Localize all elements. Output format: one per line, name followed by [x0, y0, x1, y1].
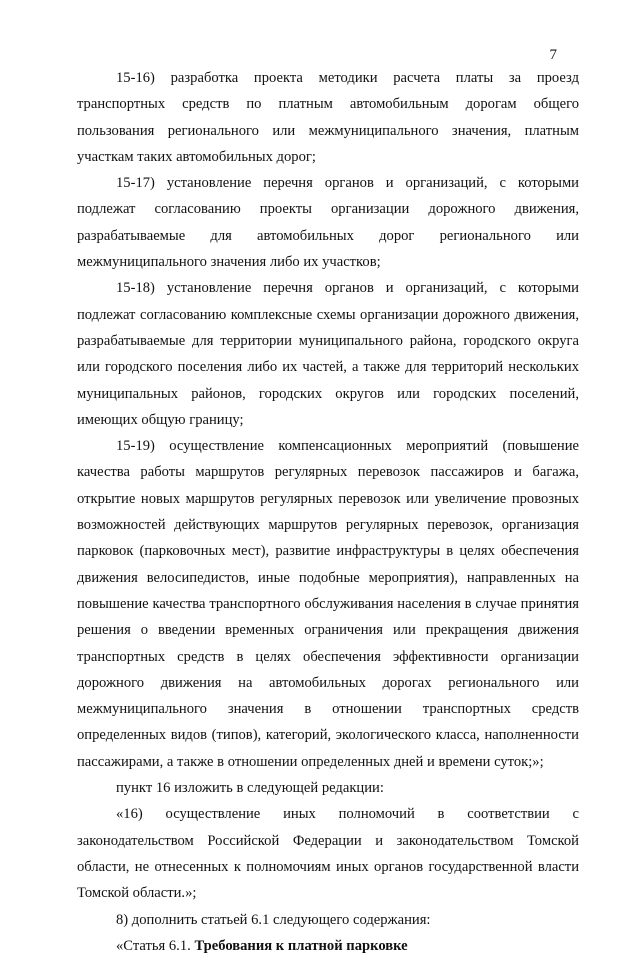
paragraph-point-16: «16) осуществление иных полномочий в соответствии с законодательством Российской Федерации и законодательством Томской области, не отнесенных к полномочиям иных органов государственной власти Томской области.»; [77, 806, 579, 902]
paragraph-15-17: 15-17) установление перечня органов и организаций, с которыми подлежат согласованию проекты организации дорожного движения, разрабатываемые для автомобильных дорог регионального или межмуниципального значения либо их участков; [77, 175, 579, 271]
page-number: 7 [549, 47, 557, 63]
paragraph-point-16-intro: пункт 16 изложить в следующей редакции: [116, 780, 384, 797]
article-prefix: «Статья 6.1. [116, 937, 195, 954]
paragraph-15-16: 15-16) разработка проекта методики расчета платы за проезд транспортных средств по платным автомобильным дорогам общего пользования регионального или межмуниципального значения, платным участкам таких автомобильных дорог; [77, 70, 579, 165]
article-title: Требования к платной парковке [194, 937, 408, 954]
document-body [77, 65, 579, 959]
paragraph-15-18: 15-18) установление перечня органов и организаций, с которыми подлежат согласованию комплексные схемы организации дорожного движения, разрабатываемые для территории муниципального района, городского округа или городского поселения либо их частей, а также для территорий нескольких муниципальных районов, городских округов или городских поселений, имеющих общую границу; [77, 280, 579, 428]
paragraph-15-19: 15-19) осуществление компенсационных мероприятий (повышение качества работы маршрутов регулярных перевозок пассажиров и багажа, открытие новых маршрутов регулярных перевозок или увеличение провозных возможностей действующих маршрутов регулярных перевозок, организация парковок (парковочных мест), развитие инфраструктуры в целях обеспечения движения велосипедистов, иные подобные мероприятия), направленных на повышение качества транспортного обслуживания населения в случае принятия решения о введении временных ограничения или прекращения движения транспортных средств в целях обеспечения эффективности организации дорожного движения на автомобильных дорогах регионального или межмуниципального значения в отношении транспортных средств определенных видов (типов), категорий, экологического класса, наполненности пассажирами, а также в отношении определенных дней и времени суток;»; [77, 438, 579, 770]
article-heading [77, 933, 579, 959]
paragraph-item-8: 8) дополнить статьей 6.1 следующего содержания: [116, 911, 431, 928]
